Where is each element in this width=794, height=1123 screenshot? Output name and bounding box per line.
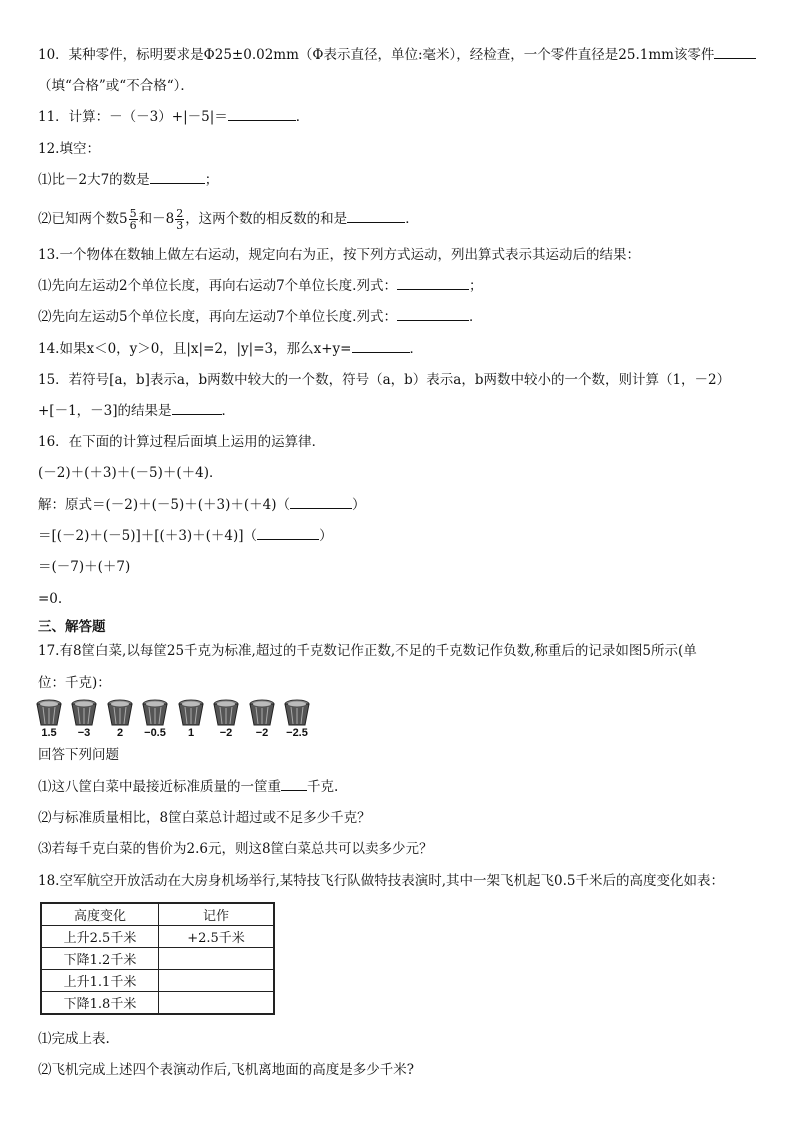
q16-step1: 解：原式＝(－2)＋(－5)＋(＋3)＋(＋4)（ ） [38, 497, 366, 513]
basket [71, 699, 97, 739]
q15-blank[interactable] [172, 402, 222, 415]
basket-icon [36, 699, 62, 726]
q16-step2-blank[interactable] [257, 527, 319, 540]
q10-line2: （填“合格”或“不合格“）． [38, 78, 194, 94]
q12-part1-blank[interactable] [150, 171, 205, 184]
q12-title: 12.填空： [38, 141, 100, 157]
q16-expression: (－2)＋(＋3)＋(－5)＋(＋4)． [38, 465, 223, 481]
q15-line2: +[－1，－3]的结果是 ． [38, 403, 236, 419]
table-cell[interactable] [159, 992, 275, 1015]
q17-part1: ⑴这八筐白菜中最接近标准质量的一筐重 千克. [38, 779, 339, 795]
q16-step3: ＝(－7)＋(＋7) [38, 559, 131, 575]
table-header-row [41, 903, 274, 926]
q12-part2: ⑵已知两个数5 $\frac{5}{6}$ 和－8 $\frac{2}{3}$ ，这两个数的相反数的和是 ． [38, 207, 419, 232]
basket [284, 699, 310, 739]
q13-title: 13.一个物体在数轴上做左右运动，规定向右为正，按下列方式运动，列出算式表示其运动后的结果： [38, 247, 640, 263]
table-cell: 上升1.1千米 [41, 970, 159, 992]
q18-part2: ⑵飞机完成上述四个表演动作后,飞机离地面的高度是多少千米? [38, 1062, 415, 1078]
q11: 11．计算：－（－3）+|－5|＝ ． [38, 109, 310, 125]
basket-icon [178, 699, 204, 726]
q14: 14.如果x＜0，y＞0，且|x|=2，|y|=3，那么x+y= ． [38, 341, 423, 357]
q17-answer-prompt: 回答下列问题 [38, 747, 119, 763]
q10-line1: 10．某种零件，标明要求是Φ25±0.02mm（Φ表示直径，单位:毫米），经检查，一个零件直径是25.1mm该零件 [38, 46, 764, 64]
basket [142, 699, 168, 739]
table-header: 记作 [159, 903, 275, 926]
basket-label: 2 [116, 727, 124, 739]
section-heading: 三、解答题 [38, 619, 106, 635]
q16-step1-blank[interactable] [290, 496, 352, 509]
basket-label: −2.5 [286, 727, 308, 739]
basket-icon [71, 699, 97, 726]
q13-part2: ⑵先向左运动5个单位长度，再向左运动7个单位长度.列式： ． [38, 309, 483, 325]
q13-part1: ⑴先向左运动2个单位长度，再向右运动7个单位长度.列式： ； [38, 278, 483, 294]
q10-blank[interactable] [714, 46, 756, 59]
q16-step2: ＝[(－2)＋(－5)]＋[(＋3)＋(＋4)]（ ） [38, 528, 333, 544]
table-row [41, 926, 274, 948]
q17-line1: 17.有8筐白菜,以每筐25千克为标准,超过的千克数记作正数,不足的千克数记作负数,称重后的记录如图5所示(单 [38, 643, 697, 659]
q17-part1-blank[interactable] [281, 778, 307, 791]
basket-icon [142, 699, 168, 726]
q11-blank[interactable] [228, 108, 296, 121]
q17-part2: ⑵与标准质量相比，8筐白菜总计超过或不足多少千克？ [38, 810, 371, 826]
basket-icon [249, 699, 275, 726]
basket [36, 699, 62, 739]
fraction-2-3: $\frac{2}{3}$ [176, 207, 184, 232]
q18-part1: ⑴完成上表. [38, 1031, 110, 1047]
basket-label: 1 [187, 727, 195, 739]
basket-label: −3 [77, 727, 91, 739]
q12-part2-blank[interactable] [347, 210, 405, 223]
q17-part3: ⑶若每千克白菜的售价为2.6元，则这8筐白菜总共可以卖多少元？ [38, 841, 433, 857]
table-cell: 下降1.2千米 [41, 948, 159, 970]
q17-line2: 位：千克)： [38, 675, 111, 691]
q16-title: 16．在下面的计算过程后面填上运用的运算律． [38, 434, 326, 450]
table-row [41, 970, 274, 992]
q12-part1: ⑴比－2大7的数是 ； [38, 172, 219, 188]
table-row [41, 948, 274, 970]
basket-icon [107, 699, 133, 726]
q15-line1: 15．若符号[a，b]表示a，b两数中较大的一个数，符号（a，b）表示a，b两数中较小的一个数，则计算（1，－2） [38, 372, 731, 388]
basket-label: −0.5 [144, 727, 166, 739]
basket-icon [284, 699, 310, 726]
basket [178, 699, 204, 739]
basket-label: 1.5 [41, 727, 57, 739]
fraction-5-6: $\frac{5}{6}$ [129, 207, 137, 232]
table-cell: 上升2.5千米 [41, 926, 159, 948]
table-cell[interactable] [159, 970, 275, 992]
q14-blank[interactable] [352, 340, 410, 353]
basket-label: −2 [255, 727, 269, 739]
altitude-table [40, 902, 275, 1015]
basket [107, 699, 133, 739]
basket-label: −2 [219, 727, 233, 739]
table-cell[interactable] [159, 948, 275, 970]
table-header: 高度变化 [41, 903, 159, 926]
table-cell[interactable]: +2.5千米 [159, 926, 275, 948]
q18-line1: 18.空军航空开放活动在大房身机场举行,某特技飞行队做特技表演时,其中一架飞机起飞0.5千米后的高度变化如表： [38, 873, 725, 889]
q13-part1-blank[interactable] [397, 277, 469, 290]
q16-step4: =0. [38, 591, 63, 607]
table-row [41, 992, 274, 1015]
q13-part2-blank[interactable] [397, 308, 469, 321]
table-cell: 下降1.8千米 [41, 992, 159, 1015]
basket [249, 699, 275, 739]
basket-icon [213, 699, 239, 726]
basket [213, 699, 239, 739]
